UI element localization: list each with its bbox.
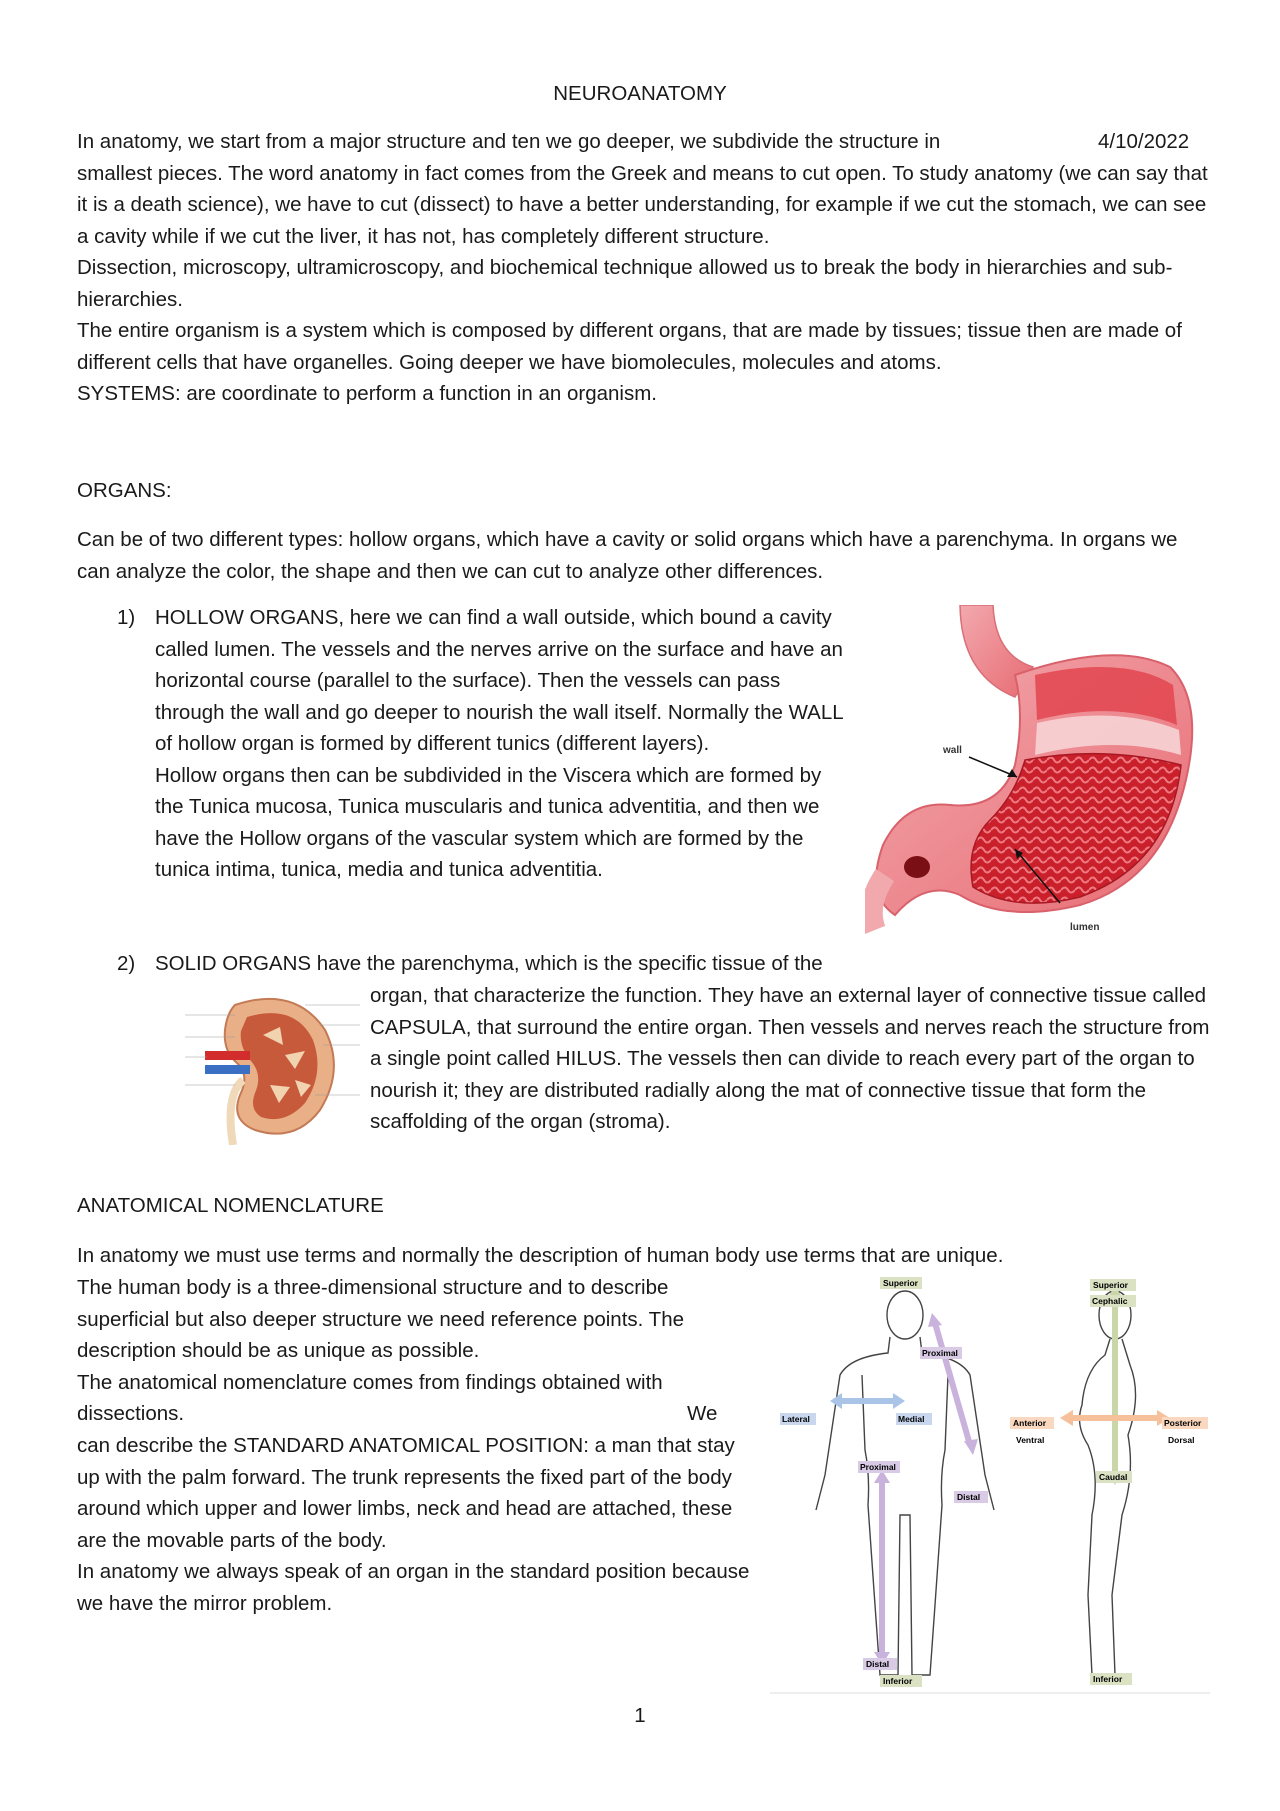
page-title: NEUROANATOMY [553, 82, 727, 105]
stomach-illustration [865, 605, 1210, 935]
label-superior-side: Superior [1093, 1280, 1128, 1290]
hollow-organs-item [155, 602, 855, 886]
intro-paragraph: smallest pieces. The word anatomy in fact comes from the Greek and means to cut open. To study anatomy (we can say that it is a death science), we have to cut (dissect) to have a better understanding, for example if we cut the stomach, we can see a cavity while if we cut the liver, it has not, has completely different structure. [77, 161, 1208, 248]
list-number-2: 2) [117, 952, 136, 975]
label-proximal-arm: Proximal [922, 1348, 958, 1358]
label-distal-arm: Distal [957, 1492, 981, 1502]
intro-section [77, 126, 1212, 410]
label-distal-leg: Distal [866, 1659, 890, 1669]
anatomical-position-figure [770, 1275, 1210, 1695]
nomenclature-line1: In anatomy we must use terms and normally the description of human body use terms that are unique. [77, 1244, 1004, 1267]
label-posterior: Posterior [1164, 1418, 1202, 1428]
label-lateral: Lateral [782, 1414, 810, 1424]
page-number: 1 [634, 1704, 646, 1727]
list-number-1: 1) [117, 606, 136, 629]
kidney-illustration [185, 985, 360, 1145]
nomenclature-paragraph-1: The human body is a three-dimensional structure and to describe superficial but also deeper structure we need reference points. The description should be as unique as possible. [77, 1276, 685, 1362]
solid-organs-first-line: SOLID ORGANS have the parenchyma, which is the specific tissue of the [155, 952, 823, 975]
nomenclature-paragraph-2a: The anatomical nomenclature comes from findings obtained with dissections. [77, 1370, 663, 1425]
solid-organs-text: organ, that characterize the function. They have an external layer of connective tissue called CAPSULA, that surround the entire organ. Then vessels and nerves reach the structure from a single point called HILUS. The vessels then can divide to reach every part of the organ to nourish it; they are distributed radially along the mat of connective tissue that form the scaffolding of the organ (stroma). [370, 984, 1210, 1133]
label-caudal: Caudal [1099, 1472, 1128, 1482]
label-anterior: Anterior [1013, 1418, 1047, 1428]
label-inferior-side: Inferior [1093, 1674, 1123, 1684]
label-cephalic: Cephalic [1092, 1296, 1128, 1306]
organs-heading: ORGANS: [77, 479, 172, 502]
nomenclature-we: We [687, 1402, 718, 1425]
nomenclature-paragraph-2c: can describe the STANDARD ANATOMICAL POSITION: a man that stay up with the palm forward. The trunk represents the fixed part of the body around which upper and lower limbs, neck and head are attached, these are the movable parts of the body. [77, 1434, 735, 1552]
hollow-organs-text: HOLLOW ORGANS, here we can find a wall outside, which bound a cavity called lumen. The vessels and the nerves arrive on the surface and have an horizontal course (parallel to the surface). Then the vessels can pass through the wall and go deeper to nourish the wall itself. Normally the WALL of hollow organ is formed by different tunics (different layers). [155, 606, 843, 755]
hollow-organs-subdivision: Hollow organs then can be subdivided in the Viscera which are formed by the Tunica mucosa, Tunica muscularis and tunica adventitia, and then we have the Hollow organs of the vascular system which are formed by the tunica intima, tunica, media and tunica adventitia. [155, 763, 822, 881]
systems-definition: SYSTEMS: are coordinate to perform a function in an organism. [77, 382, 657, 405]
nomenclature-text-2 [77, 1430, 752, 1619]
label-proximal-leg: Proximal [860, 1462, 896, 1472]
nomenclature-heading: ANATOMICAL NOMENCLATURE [77, 1194, 384, 1217]
label-superior-front: Superior [883, 1278, 918, 1288]
nomenclature-text [77, 1272, 752, 1430]
intro-paragraph-3: The entire organism is a system which is composed by different organs, that are made by tissues; tissue then are made of different cells that have organelles. Going deeper we have biomolecules, molecules and atoms. [77, 319, 1182, 374]
lumen-label: lumen [1070, 922, 1100, 933]
wall-label: wall [943, 745, 962, 756]
organs-intro: Can be of two different types: hollow organs, which have a cavity or solid organs which have a parenchyma. In organs we can analyze the color, the shape and then we can cut to analyze other differences. [77, 528, 1178, 583]
label-inferior-front: Inferior [883, 1676, 913, 1686]
label-dorsal: Dorsal [1168, 1435, 1195, 1445]
nomenclature-paragraph-3: In anatomy we always speak of an organ in the standard position because we have the mirror problem. [77, 1560, 750, 1615]
label-medial: Medial [898, 1414, 925, 1424]
date: 4/10/2022 [1098, 130, 1190, 153]
intro-line1: In anatomy, we start from a major structure and ten we go deeper, we subdivide the structure in [77, 130, 941, 153]
intro-paragraph-2: Dissection, microscopy, ultramicroscopy, and biochemical technique allowed us to break the body in hierarchies and sub-hierarchies. [77, 256, 1173, 311]
label-ventral: Ventral [1016, 1435, 1045, 1445]
